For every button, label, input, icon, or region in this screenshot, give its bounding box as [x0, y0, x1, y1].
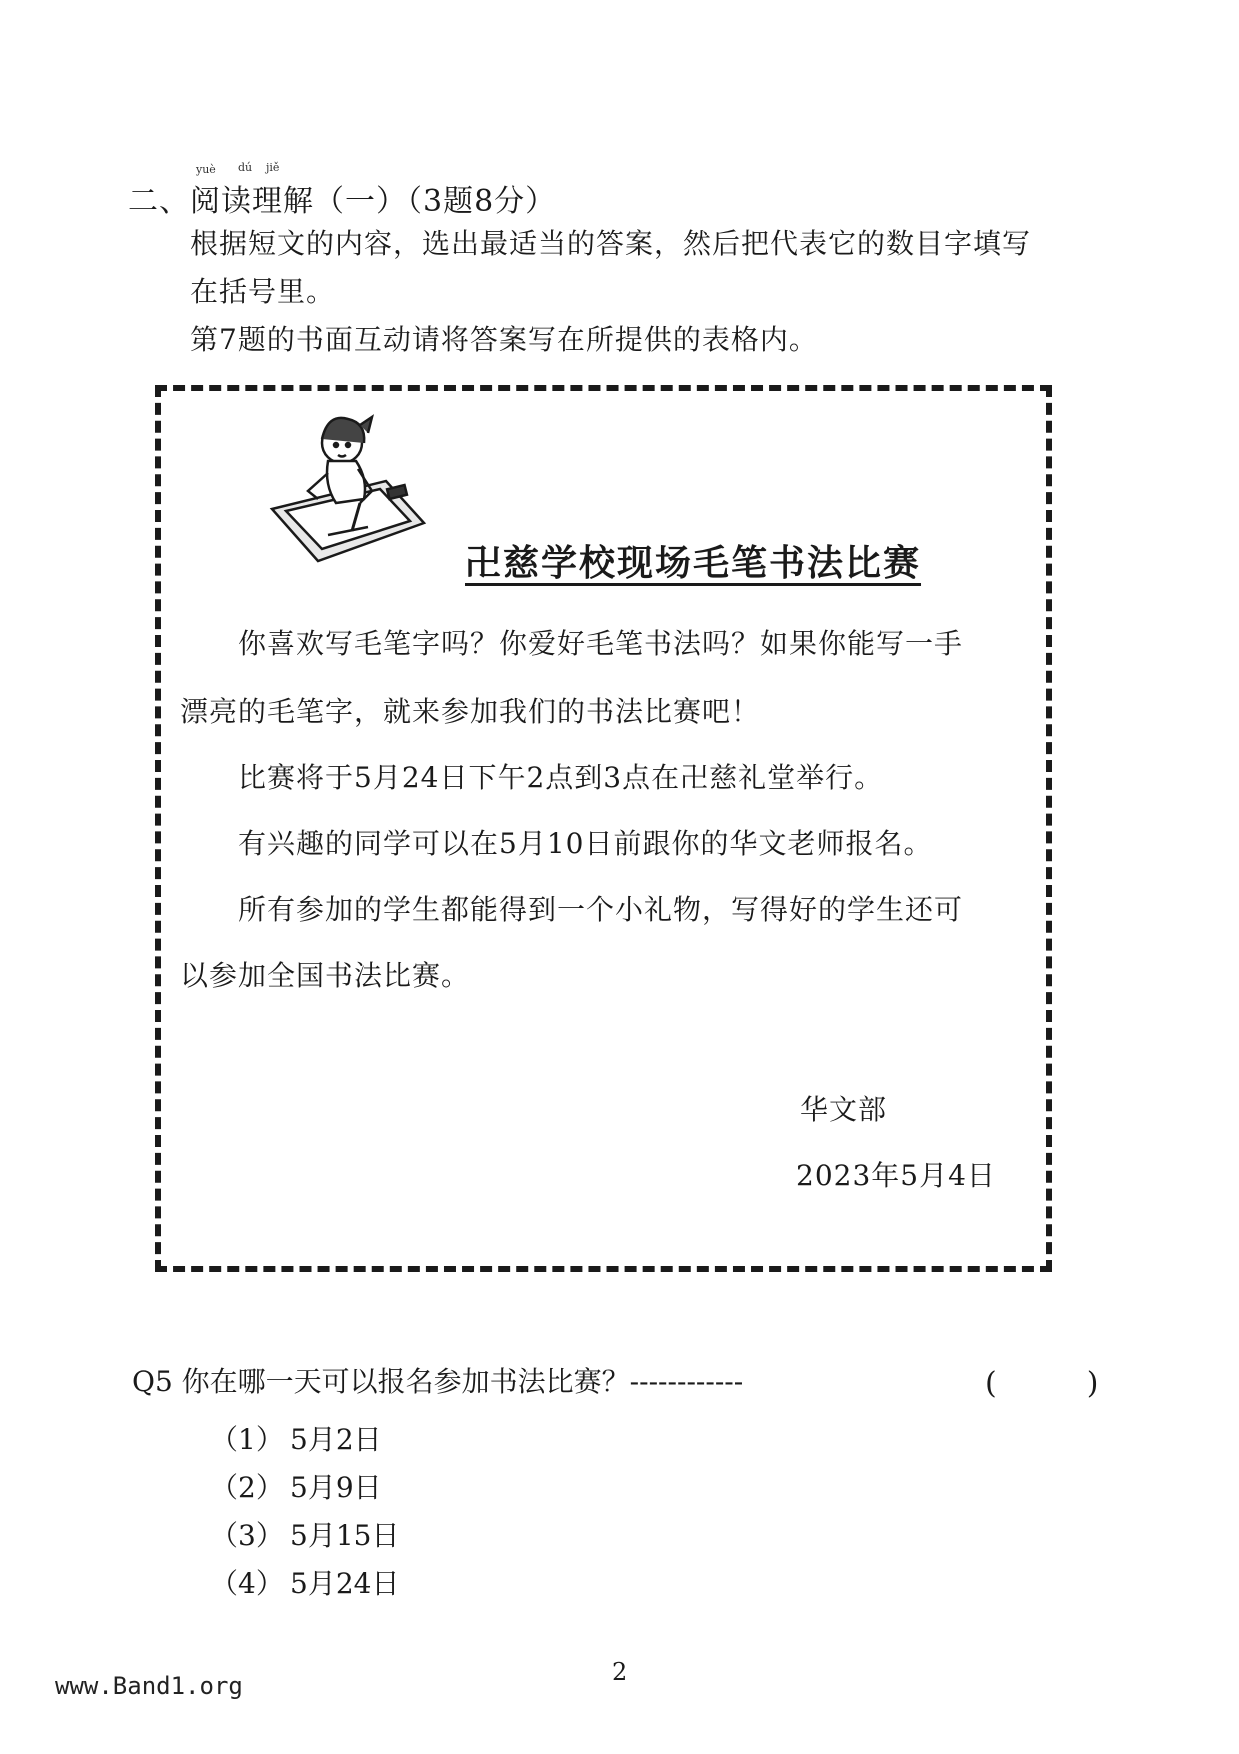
poster-para2: 比赛将于5月24日下午2点到3点在卍慈礼堂举行。: [238, 761, 884, 794]
footer-url[interactable]: www.Band1.org: [55, 1672, 243, 1700]
option-4-number: （4）: [210, 1567, 284, 1600]
girl-writing-illustration-icon: [268, 403, 428, 573]
poster-para4-line2: 以参加全国书法比赛。: [180, 959, 471, 992]
poster-signature: 华文部: [800, 1093, 888, 1126]
option-1-text: 5月2日: [290, 1423, 382, 1456]
instruction-line-1: 根据短文的内容，选出最适当的答案，然后把代表它的数目字填写: [190, 227, 1032, 260]
answer-bracket[interactable]: ( ): [985, 1366, 1099, 1401]
pinyin-yue: yuè: [196, 163, 216, 176]
poster-para1-line2: 漂亮的毛笔字，就来参加我们的书法比赛吧！: [180, 695, 761, 728]
option-4: [210, 1562, 399, 1602]
question-q5: Q5 你在哪一天可以报名参加书法比赛？------------: [132, 1365, 744, 1398]
option-3: [210, 1514, 399, 1554]
instruction-line-3: 第7题的书面互动请将答案写在所提供的表格内。: [190, 323, 818, 356]
option-2-text: 5月9日: [290, 1471, 382, 1504]
page-number: 2: [612, 1658, 628, 1686]
poster-title: 卍慈学校现场毛笔书法比赛: [465, 542, 922, 584]
option-1: [210, 1418, 382, 1458]
option-3-number: （3）: [210, 1519, 284, 1552]
poster-para3: 有兴趣的同学可以在5月10日前跟你的华文老师报名。: [238, 827, 933, 860]
pinyin-jie: jiě: [266, 161, 280, 174]
poster-para1-line1: 你喜欢写毛笔字吗？你爱好毛笔书法吗？如果你能写一手: [238, 627, 964, 660]
option-2-number: （2）: [210, 1471, 284, 1504]
section-title: 二、阅读理解（一）（3题8分）: [128, 184, 557, 219]
poster-para4-line1: 所有参加的学生都能得到一个小礼物，写得好的学生还可: [238, 893, 964, 926]
option-4-text: 5月24日: [290, 1567, 400, 1600]
option-1-number: （1）: [210, 1423, 284, 1456]
poster-date: 2023年5月4日: [796, 1159, 996, 1192]
instruction-line-2: 在括号里。: [190, 275, 336, 308]
pinyin-du: dú: [238, 161, 253, 174]
option-3-text: 5月15日: [290, 1519, 400, 1552]
option-2: [210, 1466, 382, 1506]
